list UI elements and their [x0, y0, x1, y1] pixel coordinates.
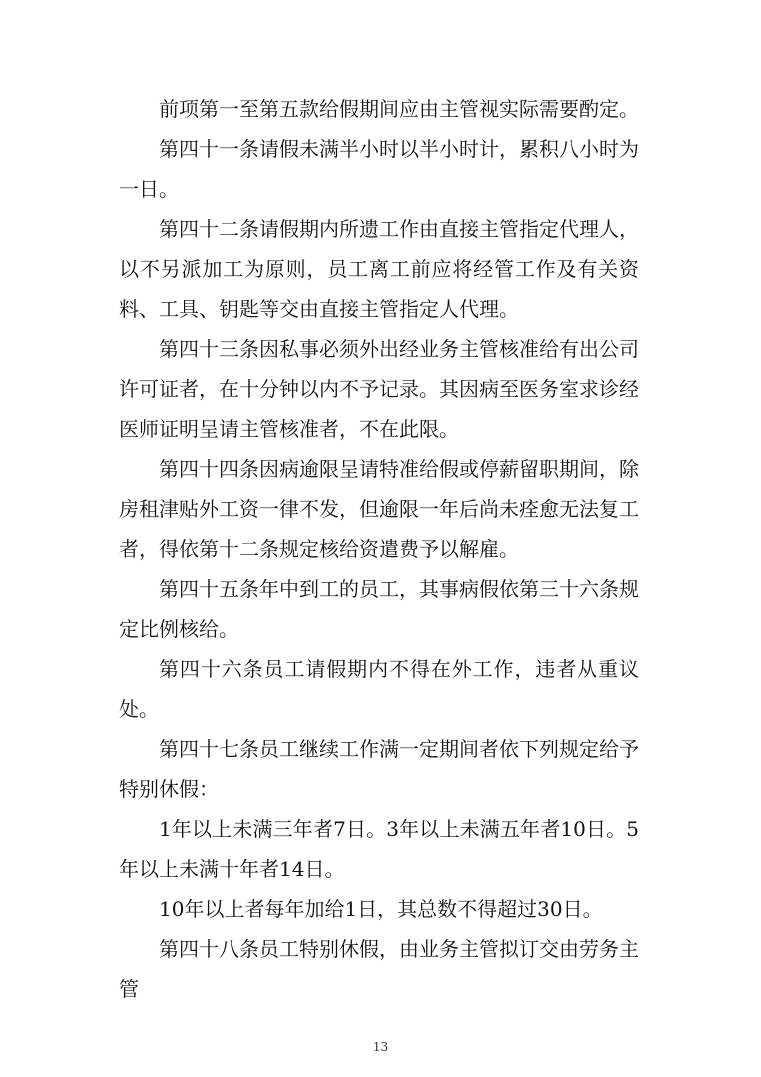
paragraph: 第四十六条员工请假期内不得在外工作，违者从重议处。: [119, 657, 639, 721]
paragraph: 第四十二条请假期内所遗工作由直接主管指定代理人，以不另派加工为原则，员工离工前应将经管工作及有关资料、工具、钥匙等交由直接主管指定人代理。: [119, 217, 639, 321]
paragraph: 第四十一条请假未满半小时以半小时计，累积八小时为一日。: [119, 137, 639, 201]
document-body: [119, 89, 639, 1009]
paragraph: 第四十七条员工继续工作满一定期间者依下列规定给予特别休假：: [119, 737, 639, 801]
page-number: 13: [372, 1040, 389, 1054]
paragraph: 第四十八条员工特别休假，由业务主管拟订交由劳务主管: [119, 937, 639, 1001]
paragraph: 第四十四条因病逾限呈请特准给假或停薪留职期间，除房租津贴外工资一律不发，但逾限一年后尚未痊愈无法复工者，得依第十二条规定核给资遣费予以解雇。: [119, 457, 639, 561]
paragraph: 第四十三条因私事必须外出经业务主管核准给有出公司许可证者，在十分钟以内不予记录。其因病至医务室求诊经医师证明呈请主管核准者，不在此限。: [119, 337, 639, 441]
paragraph: 1年以上未满三年者7日。3年以上未满五年者10日。5年以上未满十年者14日。: [119, 817, 639, 881]
paragraph: 第四十五条年中到工的员工，其事病假依第三十六条规定比例核给。: [119, 577, 639, 641]
paragraph: 10年以上者每年加给1日，其总数不得超过30日。: [159, 897, 603, 921]
paragraph: 前项第一至第五款给假期间应由主管视实际需要酌定。: [159, 97, 639, 121]
